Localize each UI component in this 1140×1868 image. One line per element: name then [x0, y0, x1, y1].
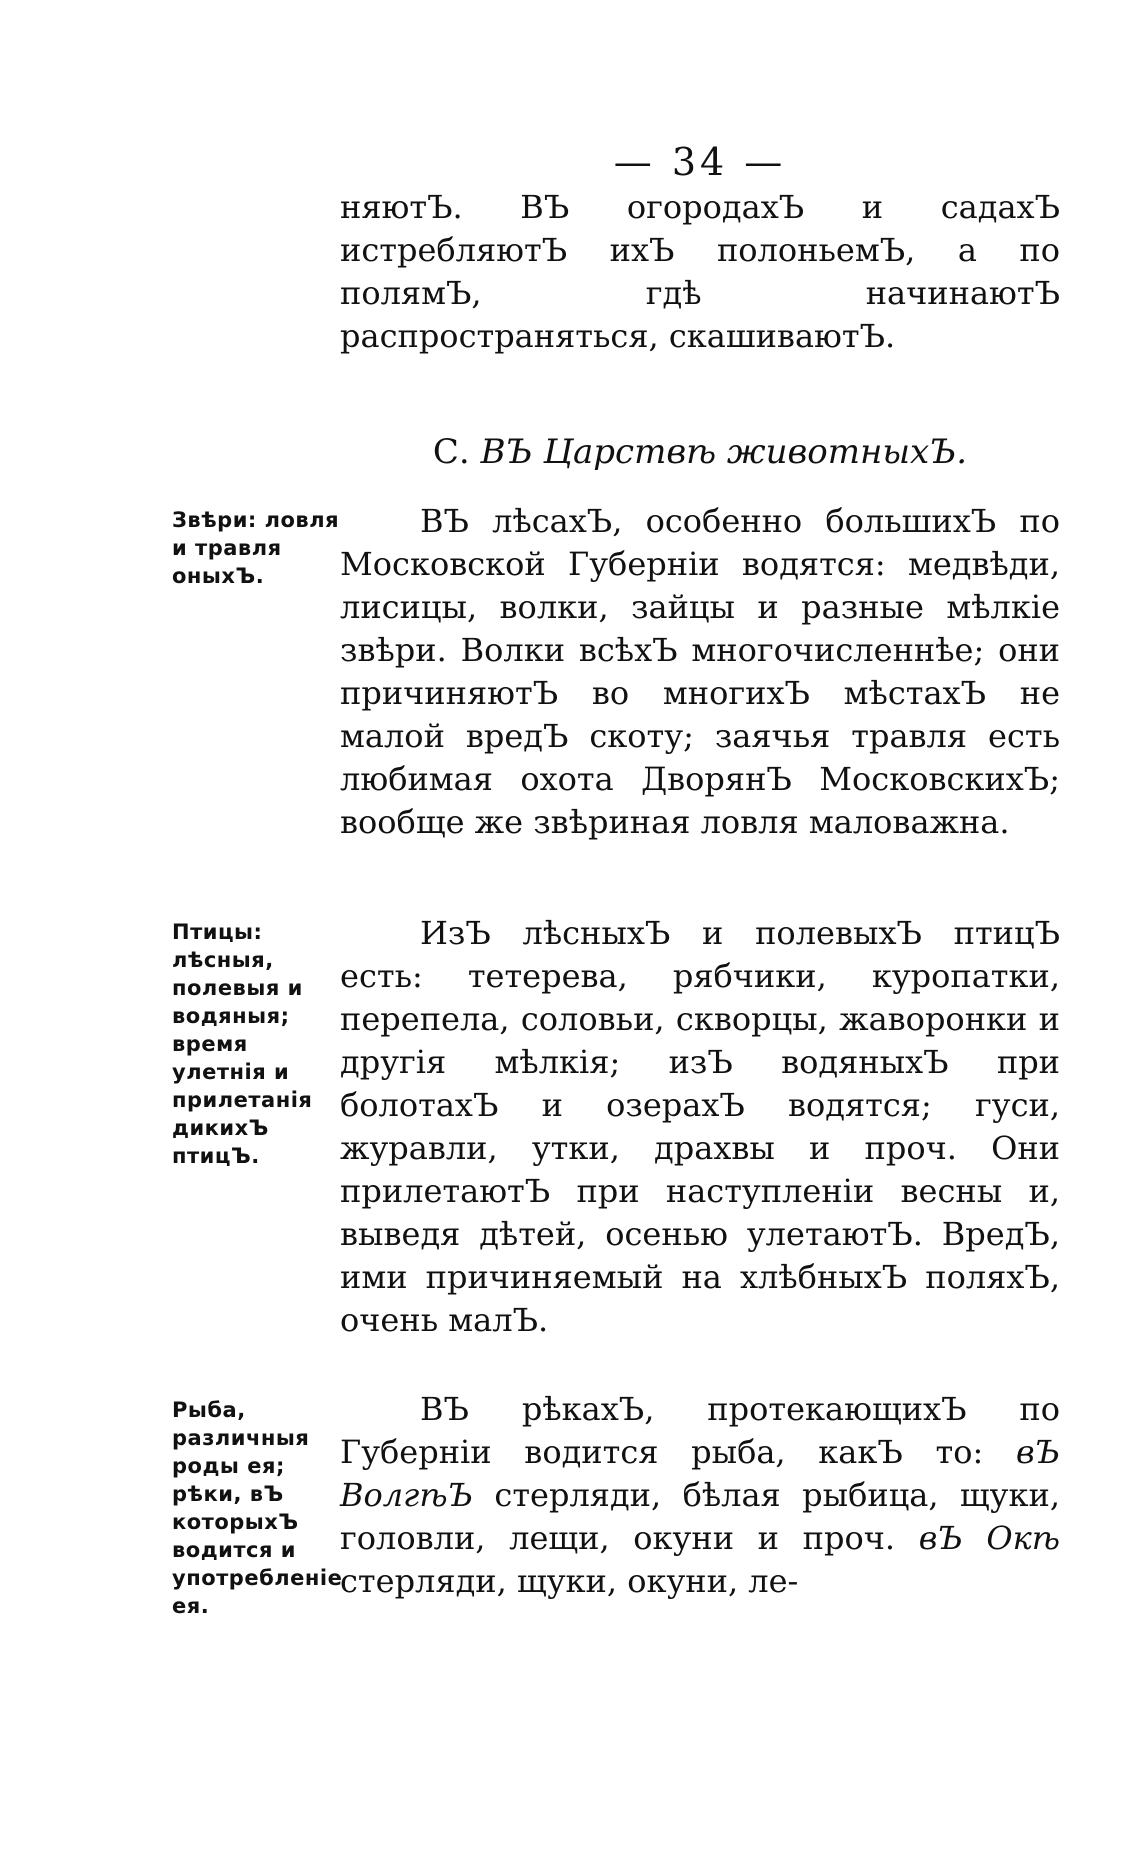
- fish-text-end: стерляди, щуки, окуни, ле-: [340, 1562, 799, 1600]
- paragraph-animals-text: ВЪ лѣсахЪ, особенно большихЪ по Московской Губерніи водятся: медвѣди, лисицы, волки, зайцы и разные мѣлкіе звѣри. Волки всѣхЪ многочисленнѣе; они причиняютЪ во многихЪ мѣстахЪ не малой вредЪ скоту; заячья травля есть любимая охота ДворянЪ МосковскихЪ; вообще же звѣриная ловля маловажна.: [340, 502, 1060, 841]
- paragraph-animals: [340, 500, 1060, 844]
- section-letter: С.: [432, 432, 470, 472]
- section-title: ВЪ Царствѣ животныхЪ.: [480, 432, 968, 472]
- continuation-text: няютЪ. ВЪ огородахЪ и садахЪ истребляютЪ ихЪ полоньемЪ, а по полямЪ, гдѣ начинаютЪ распространяться, скашиваютЪ.: [340, 188, 1060, 355]
- fish-place-volga: вЪ ВолгѣЪ: [340, 1433, 1060, 1514]
- fish-text-start: ВЪ рѣкахЪ, протекающихЪ по Губерніи водится рыба, какЪ то:: [340, 1390, 1060, 1471]
- margin-note-fish: Рыба, различныя роды ея; рѣки, вЪ которыхЪ водится и употребленіе ея.: [172, 1398, 343, 1618]
- paragraph-birds-text: ИзЪ лѣсныхЪ и полевыхЪ птицЪ есть: тетерева, рябчики, куропатки, перепела, соловьи, скворцы, жаворонки и другія мѣлкія; изЪ водяныхЪ при болотахЪ и озерахЪ водятся; гуси, журавли, утки, драхвы и проч. Они прилетаютЪ при наступленіи весны и, выведя дѣтей, осенью улетаютЪ. ВредЪ, ими причиняемый на хлѣбныхЪ поляхЪ, очень малЪ.: [340, 914, 1060, 1339]
- paragraph-birds: [340, 912, 1060, 1342]
- page-number: — 34 —: [613, 140, 787, 184]
- section-heading: [340, 432, 1060, 472]
- margin-note-birds: Птицы: лѣсныя, полевыя и водяныя; время улетнія и прилетанія дикихЪ птицЪ.: [172, 920, 313, 1168]
- paragraph-fish: [340, 1388, 1060, 1603]
- paragraph-fish-text: [340, 1388, 1060, 1603]
- continuation-paragraph: [340, 186, 1060, 358]
- fish-text-mid: стерляди, бѣлая рыбица, щуки, головли, лещи, окуни и проч.: [340, 1476, 1061, 1557]
- margin-note-animals: Звѣри: ловля и травля оныхЪ.: [172, 508, 340, 588]
- fish-place-oka: вЪ Окѣ: [918, 1519, 1061, 1557]
